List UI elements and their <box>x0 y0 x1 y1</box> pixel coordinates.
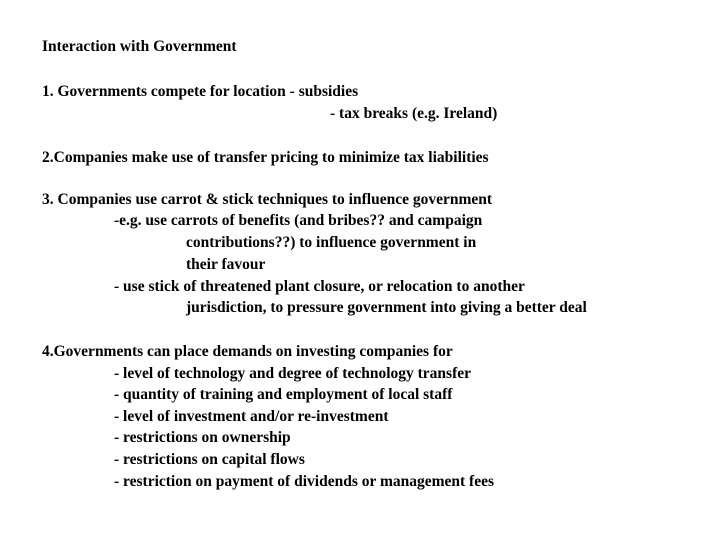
list-item: - restrictions on capital flows <box>114 451 305 468</box>
point-3-line-3: contributions??) to influence government in <box>186 234 477 251</box>
point-1-line-1: 1. Governments compete for location - subsidies <box>42 83 359 100</box>
point-3-line-4: their favour <box>186 256 266 273</box>
list-item: - level of investment and/or re-investment <box>114 408 389 425</box>
list-item: - restriction on payment of dividends or management fees <box>114 473 495 490</box>
point-2-line-1: 2.Companies make use of transfer pricing to minimize tax liabilities <box>42 149 489 166</box>
list-item: - quantity of training and employment of local staff <box>114 386 453 403</box>
point-3-line-2: -e.g. use carrots of benefits (and bribes?? and campaign <box>114 212 483 229</box>
point-3-line-5: - use stick of threatened plant closure, or relocation to another <box>114 278 525 295</box>
list-item: - restrictions on ownership <box>114 429 291 446</box>
point-3-line-1: 3. Companies use carrot & stick techniques to influence government <box>42 191 493 208</box>
point-1-line-2: - tax breaks (e.g. Ireland) <box>330 105 498 122</box>
list-item: - level of technology and degree of technology transfer <box>114 365 472 382</box>
page-title: Interaction with Government <box>42 38 237 55</box>
point-3-line-6: jurisdiction, to pressure government into giving a better deal <box>186 299 587 316</box>
point-4-line-1: 4.Governments can place demands on investing companies for <box>42 343 453 360</box>
